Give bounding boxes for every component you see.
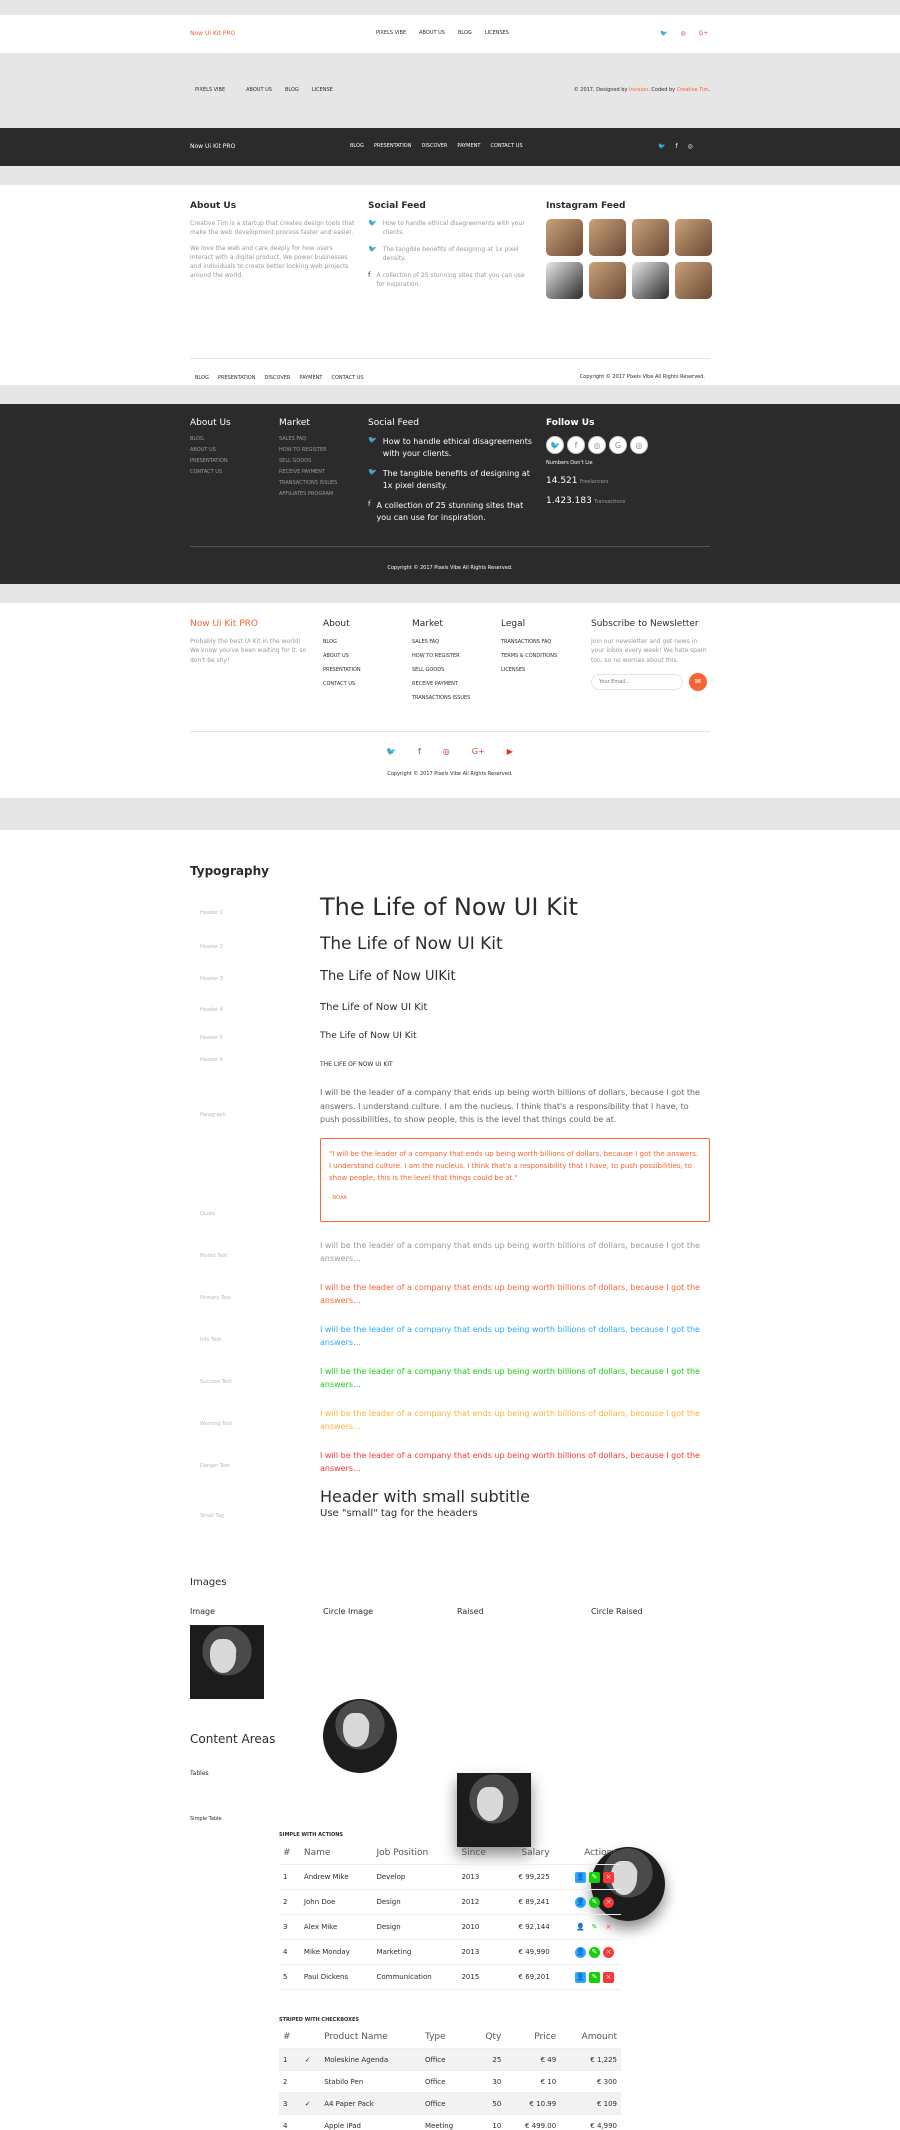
feed-item[interactable]: [368, 219, 528, 237]
portrait-image: [190, 1625, 264, 1699]
cell: 4: [279, 2115, 301, 2130]
image-label: Raised: [457, 1607, 484, 1616]
section-title: Typography: [190, 864, 269, 878]
instagram-photo[interactable]: [675, 262, 712, 299]
table-row: [279, 1890, 621, 1915]
user-icon[interactable]: 👤: [576, 1897, 585, 1906]
youtube-icon[interactable]: ▶: [506, 747, 513, 756]
facebook-icon: f: [368, 271, 371, 279]
footer-link[interactable]: CONTACT US: [190, 469, 223, 475]
user-icon[interactable]: 👤: [576, 1947, 585, 1956]
column-title: Social Feed: [368, 418, 420, 428]
cell: 3: [279, 2093, 301, 2115]
column-title: Market: [412, 619, 443, 629]
warning-text: I will be the leader of a company that ends up being worth billions of dollars, because I got the answers...: [320, 1409, 700, 1431]
cell: Office: [421, 2049, 472, 2071]
feed-text: How to handle ethical disagreements with your clients.: [382, 220, 525, 236]
quote-text: "I will be the leader of a company that ends up being worth billions of dollars, because I got the answers. I understand culture. I am the nucleus. I think that's a responsibility that I have, to push possibilities, to show people, this is the level that things could be at.": [329, 1150, 699, 1182]
column-title: About Us: [190, 201, 237, 211]
type-label: Header 2: [200, 944, 223, 950]
cell: Mike Monday: [300, 1940, 373, 1965]
cell: 2013: [457, 1940, 501, 1965]
credit-link[interactable]: Invision: [629, 87, 649, 93]
feed-item[interactable]: [368, 271, 528, 289]
footer-link[interactable]: CONTACT US: [323, 681, 356, 687]
footer-link[interactable]: PAYMENT: [299, 375, 323, 381]
table-row: [279, 1940, 621, 1965]
nav-link[interactable]: CONTACT US: [490, 143, 523, 149]
twitter-icon[interactable]: 🐦: [546, 436, 564, 454]
footer-link[interactable]: ABOUT US: [323, 653, 349, 659]
primary-text: I will be the leader of a company that ends up being worth billions of dollars, because I got the answers...: [320, 1283, 700, 1305]
success-text: I will be the leader of a company that ends up being worth billions of dollars, because I got the answers...: [320, 1367, 700, 1389]
nav-link[interactable]: DISCOVER: [421, 143, 448, 149]
subscribe-description: Join our newsletter and get news in your inbox every week! We hate spam too, so no worries about this.: [591, 638, 707, 664]
footer-link[interactable]: TRANSACTIONS ISSUES: [279, 480, 338, 486]
checkbox[interactable]: [301, 2115, 320, 2130]
cell: 25: [472, 2049, 506, 2071]
footer-big-white: [0, 185, 900, 385]
close-icon[interactable]: ×: [603, 1872, 614, 1883]
type-label: Info Text: [200, 1337, 222, 1343]
footer-link[interactable]: PRESENTATION: [323, 667, 361, 673]
paragraph-text: I will be the leader of a company that ends up being worth billions of dollars, because I got the answers. I understand culture. I am the nucleus. I think that's a responsibility that I have, to push possibilities, to show people, this is the level that things could be at.: [320, 1088, 700, 1125]
cell: € 49,990: [501, 1940, 554, 1965]
footer-link[interactable]: SALES FAQ: [279, 436, 307, 442]
footer-link[interactable]: HOW TO REGISTER: [412, 653, 460, 659]
feed-text: A collection of 25 stunning sites that you can use for inspiration.: [376, 501, 524, 522]
column-header: Amount: [560, 2026, 621, 2049]
column-header: Job Position: [372, 1842, 457, 1865]
brand-link[interactable]: Now Ui Kit PRO: [190, 30, 236, 37]
about-text: We love the web and care deeply for how users interact with a digital product. We power businesses and individuals to create better looking web projects around the world.: [190, 244, 349, 280]
about-text: Creative Tim is a startup that creates design tools that make the web development process faster and easier.: [190, 220, 355, 237]
about-column: [190, 418, 270, 480]
cell: 50: [472, 2093, 506, 2115]
cell: 1: [279, 2049, 301, 2071]
footer-link[interactable]: BLOG: [195, 375, 209, 381]
credit-text: © 2017, Designed by: [573, 87, 628, 93]
footer-link[interactable]: BLOG: [190, 436, 204, 442]
table-row: [279, 1915, 621, 1940]
column-header: Actions: [554, 1842, 621, 1865]
cell: A4 Paper Pack: [320, 2093, 421, 2115]
facebook-icon[interactable]: f: [675, 143, 678, 150]
cell: € 99,225: [501, 1865, 554, 1890]
brand-column: [190, 619, 308, 665]
subsection-title: Tables: [190, 1770, 209, 1777]
cell: Moleskine Agenda: [320, 2049, 421, 2071]
header-6: THE LIFE OF NOW UI KIT: [320, 1061, 393, 1068]
nav-link[interactable]: LICENSES: [484, 30, 509, 36]
column-header: Qty: [472, 2026, 506, 2049]
credit-text: .: [708, 87, 710, 93]
legal-column: [501, 619, 586, 678]
quote-author: - NOAA: [329, 1194, 347, 1201]
feed-item[interactable]: [368, 436, 533, 460]
social-icons: [658, 143, 693, 150]
cell: € 109: [560, 2093, 621, 2115]
instagram-icon[interactable]: ◎: [687, 143, 693, 150]
market-column: [412, 619, 497, 706]
footer-link[interactable]: SELL GOODS: [279, 458, 312, 464]
google-plus-icon[interactable]: G: [609, 436, 627, 454]
user-icon[interactable]: 👤: [576, 1872, 585, 1881]
type-label: Header 5: [200, 1035, 223, 1041]
type-label: Muted Text: [200, 1253, 228, 1259]
copyright: Copyright © 2017 Pixels Vibe All Rights Reserved.: [579, 374, 705, 380]
footer-link[interactable]: CONTACT US: [331, 375, 364, 381]
column-title: Follow Us: [546, 418, 595, 428]
striped-table: [279, 2026, 621, 2130]
section-title: Images: [190, 1577, 227, 1588]
table-heading: STRIPED WITH CHECKBOXES: [279, 2017, 359, 2023]
instagram-grid: [546, 219, 716, 299]
footer-link[interactable]: RECEIVE PAYMENT: [279, 469, 325, 475]
brand-title[interactable]: Now Ui Kit PRO: [190, 619, 258, 629]
copyright: Copyright © 2017 Pixels Vibe All Rights Reserved.: [387, 565, 513, 571]
cell: Meeting: [421, 2115, 472, 2130]
footer-newsletter: [0, 603, 900, 798]
twitter-icon: 🐦: [368, 245, 377, 253]
subscribe-column: [591, 619, 710, 691]
image-label: Image: [190, 1607, 216, 1616]
stat-value: 14.521: [546, 476, 578, 486]
cell: € 69,201: [501, 1965, 554, 1990]
type-label: Quote: [200, 1211, 216, 1217]
muted-text: I will be the leader of a company that ends up being worth billions of dollars, because I got the answers...: [320, 1241, 700, 1263]
header-4: The Life of Now UI Kit: [320, 1002, 428, 1013]
cell: 3: [279, 1915, 300, 1940]
google-plus-icon[interactable]: G+: [471, 747, 485, 756]
footer-link[interactable]: BLOG: [323, 639, 337, 645]
table-heading: SIMPLE WITH ACTIONS: [279, 1832, 344, 1838]
table-row: [279, 1865, 621, 1890]
footer-credit: [574, 87, 710, 93]
google-plus-icon[interactable]: G+: [698, 30, 709, 37]
close-icon[interactable]: ×: [605, 1922, 612, 1931]
twitter-icon: 🐦: [368, 219, 377, 227]
danger-text: I will be the leader of a company that ends up being worth billions of dollars, because I got the answers...: [320, 1451, 700, 1473]
nav-links: [350, 143, 523, 149]
twitter-icon: 🐦: [368, 436, 377, 444]
image-label: Circle Image: [323, 1607, 374, 1616]
cell: Apple iPad: [320, 2115, 421, 2130]
type-label: Header 4: [200, 1007, 223, 1013]
social-buttons: [546, 436, 710, 454]
footer-link[interactable]: DISCOVER: [264, 375, 291, 381]
info-text: I will be the leader of a company that ends up being worth billions of dollars, because I got the answers...: [320, 1325, 700, 1347]
cell: Office: [421, 2071, 472, 2093]
instagram-photo[interactable]: [632, 219, 669, 256]
footer-link[interactable]: LICENSE: [311, 87, 333, 93]
column-header: #: [279, 2026, 301, 2049]
cell: € 10.99: [505, 2093, 560, 2115]
column-header: [301, 2026, 320, 2049]
edit-icon[interactable]: ✎: [589, 1872, 600, 1883]
cell: € 92,144: [501, 1915, 554, 1940]
cell: 2: [279, 1890, 300, 1915]
footer-link[interactable]: PRESENTATION: [217, 375, 256, 381]
header-5: The Life of Now UI Kit: [320, 1031, 417, 1041]
footer-links: [195, 87, 333, 93]
cell: € 49: [505, 2049, 560, 2071]
type-label: Header 6: [200, 1057, 223, 1063]
footer-link[interactable]: PIXELS VIBE: [195, 87, 226, 93]
about-column: [323, 619, 403, 692]
close-icon[interactable]: ×: [603, 1897, 614, 1908]
edit-icon[interactable]: ✎: [589, 1897, 600, 1908]
stat-label: Transactions: [594, 499, 626, 505]
column-header: Name: [300, 1842, 373, 1865]
table-row: [279, 2071, 621, 2093]
edit-icon[interactable]: ✎: [591, 1922, 598, 1931]
type-label: Header 1: [200, 910, 223, 916]
small-subtitle: Use "small" tag for the headers: [320, 1508, 478, 1519]
small-header: Header with small subtitle: [320, 1487, 530, 1506]
column-header: Salary: [501, 1842, 554, 1865]
cell: € 1,225: [560, 2049, 621, 2071]
cell: 2: [279, 2071, 301, 2093]
table-row: [279, 2115, 621, 2130]
footer-link[interactable]: ABOUT US: [246, 87, 272, 93]
nav-link[interactable]: PIXELS VIBE: [376, 30, 407, 36]
type-label: Primary Text: [200, 1295, 232, 1301]
copyright: Copyright © 2017 Pixels Vibe All Rights Reserved.: [387, 771, 513, 777]
feed-item[interactable]: [368, 468, 533, 492]
nav-links: [376, 30, 509, 36]
column-title: Subscribe to Newsletter: [591, 619, 699, 629]
cell: Marketing: [372, 1940, 457, 1965]
feed-item[interactable]: [368, 500, 533, 524]
facebook-icon[interactable]: f: [417, 747, 421, 756]
feed-item[interactable]: [368, 245, 528, 263]
column-header: #: [279, 1842, 300, 1865]
footer-links: [195, 375, 364, 381]
twitter-icon: 🐦: [368, 468, 377, 476]
nav-link[interactable]: PRESENTATION: [373, 143, 412, 149]
brand-link[interactable]: Now Ui Kit PRO: [190, 143, 236, 150]
email-input[interactable]: [591, 674, 683, 690]
footer-link[interactable]: LICENSES: [501, 667, 526, 673]
header-1: The Life of Now UI Kit: [320, 893, 578, 921]
twitter-icon[interactable]: 🐦: [658, 143, 666, 150]
instagram-photo[interactable]: [675, 219, 712, 256]
credit-text: . Coded by: [648, 87, 676, 93]
type-label: Header 3: [200, 976, 223, 982]
table-row: [279, 2093, 621, 2115]
cell: 5: [279, 1965, 300, 1990]
cell: 2015: [457, 1965, 501, 1990]
social-icons: [660, 30, 708, 37]
check-icon[interactable]: ✓: [301, 2049, 320, 2071]
nav-link[interactable]: BLOG: [350, 143, 364, 149]
check-icon[interactable]: ✓: [301, 2093, 320, 2115]
column-header: Type: [421, 2026, 472, 2049]
table-row: [279, 1965, 621, 1990]
stat-value: 1.423.183: [546, 496, 592, 506]
typography-section: [0, 830, 900, 2130]
cell: Office: [421, 2093, 472, 2115]
edit-icon[interactable]: ✎: [589, 1972, 600, 1983]
footer-link[interactable]: BLOG: [284, 87, 299, 93]
cell: Andrew Mike: [300, 1865, 373, 1890]
cell: € 300: [560, 2071, 621, 2093]
type-label: Warning Text: [200, 1421, 233, 1427]
facebook-icon: f: [368, 500, 371, 508]
header-3: The Life of Now UIKit: [320, 969, 456, 984]
column-title: Legal: [501, 619, 526, 629]
nav-link[interactable]: ABOUT US: [419, 30, 445, 36]
cell: John Doe: [300, 1890, 373, 1915]
feed-text: The tangible benefits of designing at 1x pixel density.: [382, 246, 519, 262]
cell: 30: [472, 2071, 506, 2093]
footer-link[interactable]: HOW TO REGISTER: [279, 447, 327, 453]
simple-table: [279, 1842, 621, 1990]
image-label: Circle Raised: [591, 1607, 643, 1616]
credit-link[interactable]: Creative Tim: [676, 87, 709, 93]
subsection-title: Simple Table: [190, 1816, 222, 1822]
feed-text: How to handle ethical disagreements with your clients.: [382, 437, 533, 458]
edit-icon[interactable]: ✎: [589, 1947, 600, 1958]
social-icons: [386, 747, 513, 756]
type-label: Paragraph: [200, 1112, 226, 1118]
instagram-column: [546, 201, 716, 299]
table-row: [279, 2049, 621, 2071]
navbar-dark: [0, 128, 900, 166]
cell: € 4,990: [560, 2115, 621, 2130]
instagram-icon[interactable]: ◎: [630, 436, 648, 454]
follow-column: [546, 418, 710, 506]
cell: 4: [279, 1940, 300, 1965]
close-icon[interactable]: ×: [603, 1947, 614, 1958]
blockquote: [320, 1138, 710, 1222]
pinterest-icon[interactable]: ◎: [588, 436, 606, 454]
column-header: Product Name: [320, 2026, 421, 2049]
footer-big-dark: [0, 404, 900, 584]
instagram-photo[interactable]: [589, 262, 626, 299]
footer-link[interactable]: PRESENTATION: [190, 458, 228, 464]
cell: Paul Dickens: [300, 1965, 373, 1990]
pinterest-icon[interactable]: ◎: [442, 747, 450, 756]
instagram-photo[interactable]: [546, 262, 583, 299]
cell: 10: [472, 2115, 506, 2130]
instagram-photo[interactable]: [589, 219, 626, 256]
cell: Stabilo Pen: [320, 2071, 421, 2093]
close-icon[interactable]: ×: [603, 1972, 614, 1983]
column-header: Price: [505, 2026, 560, 2049]
social-feed-column: [368, 201, 528, 289]
stat-label: Freelancers: [579, 479, 609, 485]
user-icon[interactable]: 👤: [576, 1972, 585, 1981]
column-title: About Us: [190, 418, 231, 428]
cell: Design: [372, 1915, 457, 1940]
footer-link[interactable]: AFFILIATES PROGRAM: [279, 491, 334, 497]
footer-simple: [0, 53, 900, 128]
feed-text: The tangible benefits of designing at 1x pixel density.: [382, 469, 530, 490]
cell: € 89,241: [501, 1890, 554, 1915]
send-button[interactable]: ✉: [689, 673, 707, 691]
market-column: [279, 418, 364, 502]
nav-link[interactable]: PAYMENT: [457, 143, 481, 149]
user-icon[interactable]: 👤: [576, 1922, 585, 1931]
column-header: Since: [457, 1842, 501, 1865]
footer-link[interactable]: SALES FAQ: [412, 639, 440, 645]
social-feed-column: [368, 418, 533, 524]
cell: Communication: [372, 1965, 457, 1990]
nav-link[interactable]: BLOG: [457, 30, 472, 36]
cell: 2013: [457, 1865, 501, 1890]
type-label: Small Tag: [200, 1513, 224, 1519]
type-label: Success Text: [200, 1379, 232, 1385]
column-title: Instagram Feed: [546, 201, 626, 211]
footer-link[interactable]: TRANSACTIONS FAQ: [501, 639, 552, 645]
footer-link[interactable]: TERMS & CONDITIONS: [501, 653, 558, 659]
numbers-title: Numbers Don't Lie: [546, 460, 593, 466]
cell: Alex Mike: [300, 1915, 373, 1940]
about-column: [190, 201, 355, 281]
instagram-photo[interactable]: [546, 219, 583, 256]
cell: € 10: [505, 2071, 560, 2093]
table-header-row: [279, 2026, 621, 2049]
header-2: The Life of Now UI Kit: [320, 934, 503, 954]
twitter-icon[interactable]: 🐦: [660, 30, 668, 37]
feed-text: A collection of 25 stunning sites that you can use for inspiration.: [376, 272, 525, 288]
navbar-light: [0, 15, 900, 53]
checkbox[interactable]: [301, 2071, 320, 2093]
cell: Design: [372, 1890, 457, 1915]
column-title: Market: [279, 418, 310, 428]
cell: 2010: [457, 1915, 501, 1940]
portrait-image-circle: [323, 1699, 397, 1773]
footer-link[interactable]: TRANSACTIONS ISSUES: [412, 695, 471, 701]
cell: € 499.00: [505, 2115, 560, 2130]
type-label: Danger Text: [200, 1463, 231, 1469]
cell: Develop: [372, 1865, 457, 1890]
footer-link[interactable]: ABOUT US: [190, 447, 216, 453]
brand-description: Probably the best UI Kit in the world! We know you've been waiting for it, so don't be shy!: [190, 638, 307, 664]
table-header-row: [279, 1842, 621, 1865]
cell: 2012: [457, 1890, 501, 1915]
footer-link[interactable]: SELL GOODS: [412, 667, 445, 673]
facebook-icon[interactable]: f: [567, 436, 585, 454]
footer-link[interactable]: RECEIVE PAYMENT: [412, 681, 458, 687]
cell: 1: [279, 1865, 300, 1890]
pinterest-icon[interactable]: ◎: [680, 30, 686, 37]
twitter-icon[interactable]: 🐦: [386, 747, 396, 756]
instagram-photo[interactable]: [632, 262, 669, 299]
portrait-image-raised: [457, 1773, 531, 1847]
section-title: Content Areas: [190, 1732, 276, 1746]
column-title: About: [323, 619, 350, 629]
column-title: Social Feed: [368, 201, 426, 211]
